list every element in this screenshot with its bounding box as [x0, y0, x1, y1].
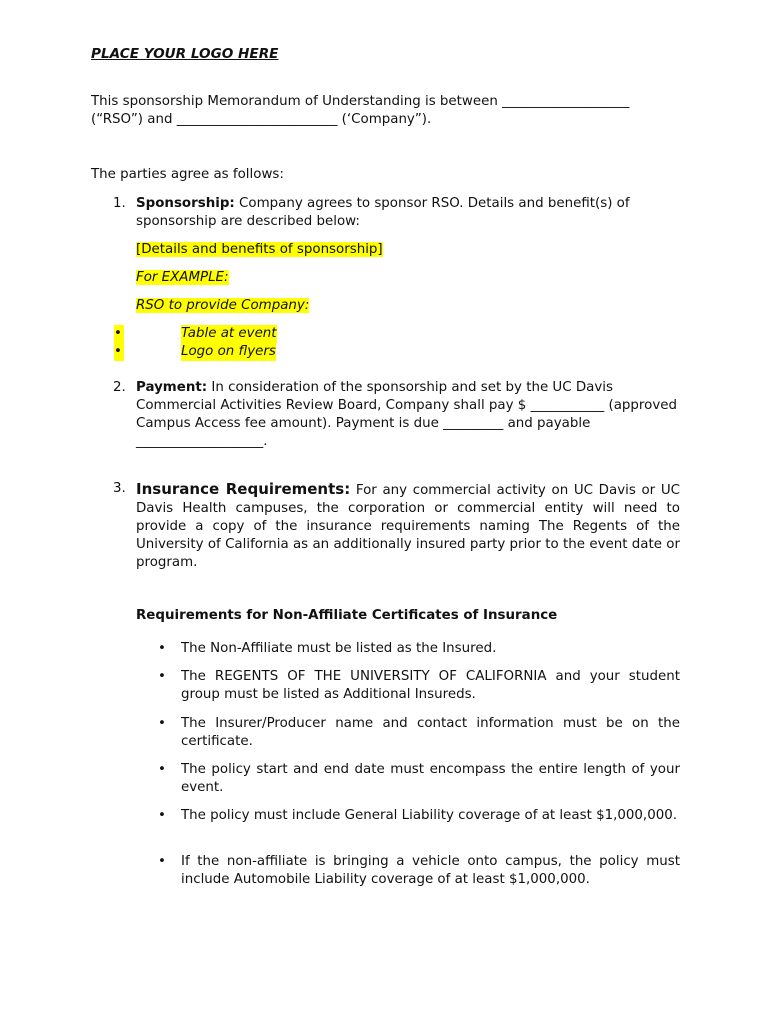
details-placeholder: [Details and benefits of sponsorship] [136, 242, 383, 257]
insurance-text: For any commercial activity on UC Davis or UC Davis Health campuses, the corporation or commercial entity will need to provide a copy of the insurance requirements naming The Regents of the University of California as an additionally insured party prior to the event date or program. [136, 483, 680, 570]
requirement-text: The policy start and end date must encompass the entire length of your event. [181, 762, 680, 795]
bullet-icon: • [158, 808, 166, 823]
sponsorship-paragraph [136, 195, 680, 231]
intro-line-1: This sponsorship Memorandum of Understanding is between ___________________ [91, 94, 630, 109]
intro-line-2: (“RSO”) and ________________________ (‘Company”). [91, 112, 432, 127]
insurance-label: Insurance Requirements: [136, 480, 351, 498]
agree-statement: The parties agree as follows: [91, 167, 284, 182]
requirement-text: The Insurer/Producer name and contact information must be on the certificate. [181, 716, 680, 749]
logo-placeholder: PLACE YOUR LOGO HERE [91, 46, 279, 62]
list-item [91, 325, 680, 343]
payment-label: Payment: [136, 380, 208, 395]
bullet-icon: • [158, 854, 166, 869]
requirement-text: The REGENTS OF THE UNIVERSITY OF CALIFORNIA and your student group must be listed as Additional Insureds. [181, 669, 680, 702]
requirement-text: If the non-affiliate is bringing a vehicle onto campus, the policy must include Automobile Liability coverage of at least $1,000,000. [181, 854, 680, 887]
payment-text: In consideration of the sponsorship and set by the UC Davis Commercial Activities Review Board, Company shall pay $ ___________ (approved Campus Access fee amount). Payment is due _________ and payable ___________________. [136, 380, 677, 449]
bullet-icon: • [114, 343, 124, 361]
requirement-text: The Non-Affiliate must be listed as the Insured. [181, 641, 497, 656]
bullet-text: Table at event [181, 326, 277, 341]
requirement-text: The policy must include General Liability coverage of at least $1,000,000. [181, 808, 678, 823]
list-item [91, 343, 680, 361]
bullet-icon: • [158, 641, 166, 656]
payment-paragraph [136, 379, 680, 451]
rso-provide-label: RSO to provide Company: [136, 298, 310, 313]
bullet-icon: • [158, 669, 166, 684]
insurance-paragraph [136, 480, 680, 572]
sponsorship-label: Sponsorship: [136, 196, 235, 211]
example-label: For EXAMPLE: [136, 270, 229, 285]
requirements-heading: Requirements for Non-Affiliate Certificates of Insurance [136, 608, 558, 623]
bullet-icon: • [158, 716, 166, 731]
intro-paragraph [91, 93, 691, 129]
item-number: 2. [113, 380, 126, 395]
item-number: 1. [113, 196, 126, 211]
bullet-icon: • [114, 325, 124, 343]
item-number: 3. [113, 481, 126, 496]
bullet-icon: • [158, 762, 166, 777]
example-bullet-list [91, 325, 680, 361]
sponsorship-text: Company agrees to sponsor RSO. Details and benefit(s) of sponsorship are described below: [136, 196, 630, 229]
bullet-text: Logo on flyers [181, 344, 276, 359]
